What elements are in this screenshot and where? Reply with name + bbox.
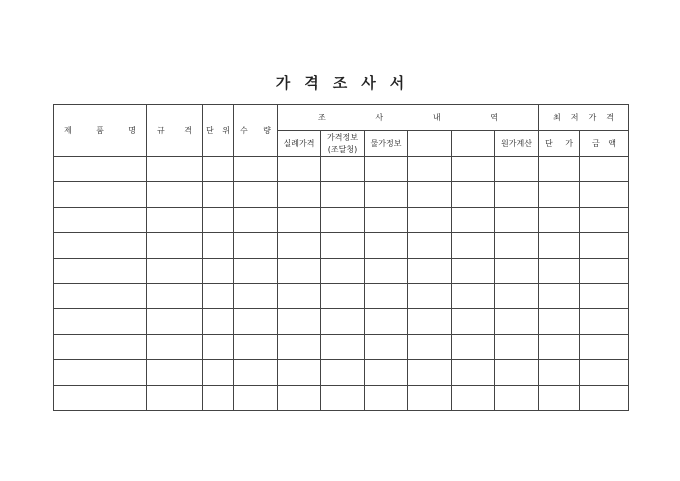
table-cell[interactable] <box>234 309 278 334</box>
table-cell[interactable] <box>278 182 321 207</box>
table-cell[interactable] <box>321 233 365 258</box>
table-cell[interactable] <box>408 385 452 410</box>
table-cell[interactable] <box>321 258 365 283</box>
table-cell[interactable] <box>321 157 365 182</box>
table-cell[interactable] <box>147 360 203 385</box>
table-cell[interactable] <box>203 309 234 334</box>
table-cell[interactable] <box>54 233 147 258</box>
table-cell[interactable] <box>495 207 539 232</box>
table-row <box>54 385 629 410</box>
table-cell[interactable] <box>495 360 539 385</box>
table-cell[interactable] <box>365 233 408 258</box>
table-cell[interactable] <box>54 182 147 207</box>
table-cell[interactable] <box>234 182 278 207</box>
table-body <box>54 157 629 411</box>
table-cell[interactable] <box>539 334 580 359</box>
header-unit: 단 위 <box>203 105 234 157</box>
table-cell[interactable] <box>234 283 278 308</box>
table-cell[interactable] <box>147 385 203 410</box>
table-cell[interactable] <box>580 385 629 410</box>
table-cell[interactable] <box>278 157 321 182</box>
table-cell[interactable] <box>539 157 580 182</box>
table-cell[interactable] <box>278 283 321 308</box>
table-row <box>54 182 629 207</box>
table-cell[interactable] <box>452 157 495 182</box>
table-cell[interactable] <box>234 233 278 258</box>
table-cell[interactable] <box>54 309 147 334</box>
table-cell[interactable] <box>147 207 203 232</box>
table-cell[interactable] <box>234 385 278 410</box>
table-cell[interactable] <box>580 283 629 308</box>
header-commodity-price-info: 물가정보 <box>365 131 408 157</box>
table-cell[interactable] <box>203 207 234 232</box>
table-cell[interactable] <box>321 283 365 308</box>
table-cell[interactable] <box>452 283 495 308</box>
table-cell[interactable] <box>580 233 629 258</box>
table-cell[interactable] <box>321 360 365 385</box>
table-cell[interactable] <box>495 334 539 359</box>
table-cell[interactable] <box>203 182 234 207</box>
table-cell[interactable] <box>452 233 495 258</box>
table-cell[interactable] <box>321 207 365 232</box>
table-row <box>54 283 629 308</box>
table-cell[interactable] <box>452 385 495 410</box>
table-cell[interactable] <box>452 207 495 232</box>
table-cell[interactable] <box>452 309 495 334</box>
table-cell[interactable] <box>54 207 147 232</box>
table-cell[interactable] <box>495 157 539 182</box>
table-cell[interactable] <box>278 207 321 232</box>
table-cell[interactable] <box>539 233 580 258</box>
header-blank <box>408 131 452 157</box>
table-cell[interactable] <box>365 334 408 359</box>
table-cell[interactable] <box>321 334 365 359</box>
table-cell[interactable] <box>234 258 278 283</box>
table-cell[interactable] <box>365 182 408 207</box>
table-cell[interactable] <box>234 360 278 385</box>
table-cell[interactable] <box>147 334 203 359</box>
table-cell[interactable] <box>539 207 580 232</box>
table-cell[interactable] <box>452 258 495 283</box>
table-cell[interactable] <box>147 283 203 308</box>
header-amount: 금 액 <box>580 131 629 157</box>
header-price-info: 가격정보 (조달청) <box>321 131 365 157</box>
table-cell[interactable] <box>408 309 452 334</box>
header-actual-price: 실례가격 <box>278 131 321 157</box>
table-cell[interactable] <box>495 309 539 334</box>
table-cell[interactable] <box>452 182 495 207</box>
table-cell[interactable] <box>278 334 321 359</box>
table-cell[interactable] <box>147 157 203 182</box>
header-survey-details: 조 사 내 역 <box>278 105 539 131</box>
table-cell[interactable] <box>278 258 321 283</box>
table-cell[interactable] <box>408 207 452 232</box>
table-cell[interactable] <box>54 258 147 283</box>
table-cell[interactable] <box>54 334 147 359</box>
table-cell[interactable] <box>495 283 539 308</box>
table-row <box>54 233 629 258</box>
table-cell[interactable] <box>408 157 452 182</box>
header-unit-price: 단 가 <box>539 131 580 157</box>
title-char: 가 <box>275 74 291 92</box>
table-cell[interactable] <box>54 385 147 410</box>
table-row <box>54 207 629 232</box>
table-cell[interactable] <box>365 283 408 308</box>
table-cell[interactable] <box>452 334 495 359</box>
table-cell[interactable] <box>321 385 365 410</box>
table-cell[interactable] <box>147 309 203 334</box>
header-quantity: 수 량 <box>234 105 278 157</box>
table-cell[interactable] <box>539 258 580 283</box>
table-cell[interactable] <box>147 258 203 283</box>
table-cell[interactable] <box>234 334 278 359</box>
table-cell[interactable] <box>54 157 147 182</box>
table-row <box>54 157 629 182</box>
table-cell[interactable] <box>408 182 452 207</box>
table-cell[interactable] <box>580 157 629 182</box>
table-cell[interactable] <box>203 157 234 182</box>
table-cell[interactable] <box>278 385 321 410</box>
table-cell[interactable] <box>408 258 452 283</box>
table-cell[interactable] <box>203 233 234 258</box>
table-cell[interactable] <box>539 385 580 410</box>
table-cell[interactable] <box>54 360 147 385</box>
table-row <box>54 309 629 334</box>
title-char: 조 <box>332 74 348 92</box>
table-cell[interactable] <box>203 360 234 385</box>
price-survey-table <box>53 104 629 411</box>
header-cost-calc: 원가계산 <box>495 131 539 157</box>
table-cell[interactable] <box>365 309 408 334</box>
table-cell[interactable] <box>278 233 321 258</box>
table-cell[interactable] <box>203 385 234 410</box>
table-cell[interactable] <box>580 334 629 359</box>
table-row <box>54 360 629 385</box>
table-cell[interactable] <box>54 283 147 308</box>
table-cell[interactable] <box>580 207 629 232</box>
table-cell[interactable] <box>278 360 321 385</box>
table-cell[interactable] <box>234 157 278 182</box>
table-cell[interactable] <box>321 309 365 334</box>
table-cell[interactable] <box>539 309 580 334</box>
table-cell[interactable] <box>365 207 408 232</box>
table-cell[interactable] <box>365 385 408 410</box>
table-cell[interactable] <box>580 258 629 283</box>
table-cell[interactable] <box>408 233 452 258</box>
table-cell[interactable] <box>203 334 234 359</box>
table-cell[interactable] <box>495 258 539 283</box>
table-cell[interactable] <box>365 360 408 385</box>
header-lowest-price: 최 저 가 격 <box>539 105 629 131</box>
table-cell[interactable] <box>365 258 408 283</box>
table-cell[interactable] <box>321 182 365 207</box>
header-blank <box>452 131 495 157</box>
page-title <box>0 72 680 93</box>
title-char: 서 <box>389 74 405 92</box>
table-cell[interactable] <box>408 283 452 308</box>
title-char: 격 <box>304 74 319 92</box>
table-cell[interactable] <box>234 207 278 232</box>
table-cell[interactable] <box>203 258 234 283</box>
table-cell[interactable] <box>203 283 234 308</box>
table-cell[interactable] <box>495 233 539 258</box>
table-cell[interactable] <box>539 360 580 385</box>
table-cell[interactable] <box>408 334 452 359</box>
title-char: 사 <box>361 74 376 92</box>
table-cell[interactable] <box>147 182 203 207</box>
table-cell[interactable] <box>495 385 539 410</box>
table-cell[interactable] <box>580 360 629 385</box>
table-row <box>54 258 629 283</box>
table-cell[interactable] <box>408 360 452 385</box>
table-cell[interactable] <box>278 309 321 334</box>
table-cell[interactable] <box>580 182 629 207</box>
table-cell[interactable] <box>580 309 629 334</box>
table-cell[interactable] <box>495 182 539 207</box>
table-cell[interactable] <box>539 182 580 207</box>
header-product-name: 제 품 명 <box>54 105 147 157</box>
table-cell[interactable] <box>365 157 408 182</box>
table-cell[interactable] <box>539 283 580 308</box>
table-row <box>54 334 629 359</box>
header-spec: 규 격 <box>147 105 203 157</box>
table-cell[interactable] <box>452 360 495 385</box>
table-cell[interactable] <box>147 233 203 258</box>
